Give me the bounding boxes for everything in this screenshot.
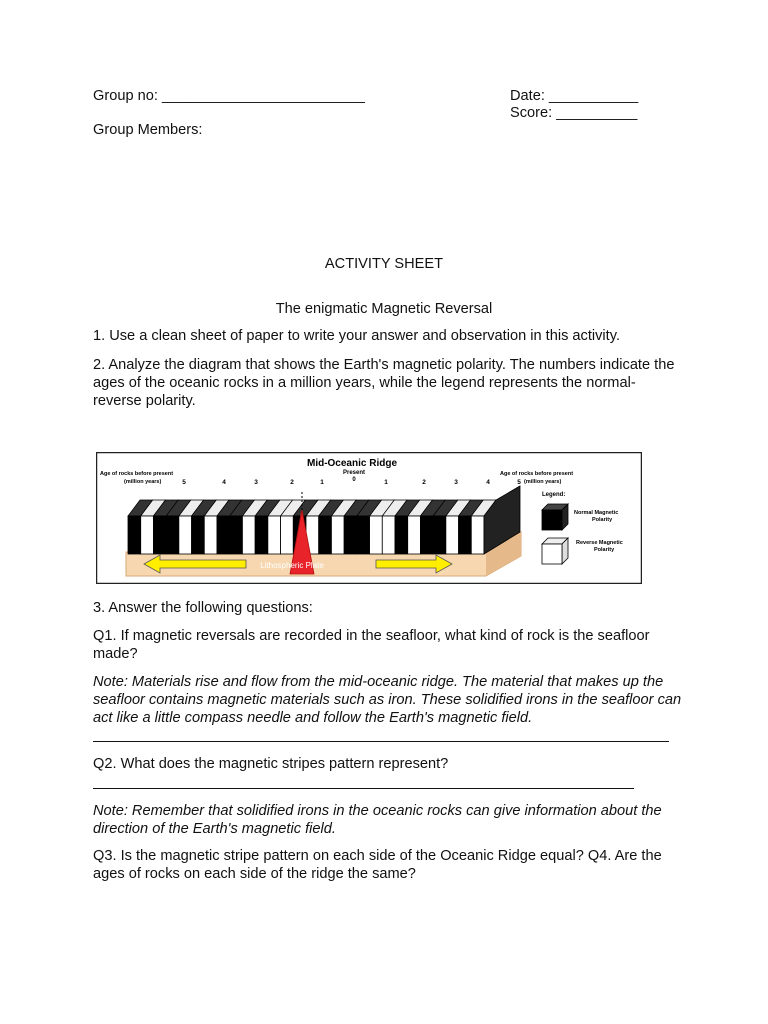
mid-oceanic-ridge-diagram	[96, 452, 642, 584]
note-1: Note: Materials rise and flow from the mid-oceanic ridge. The material that makes up the seafloor contains magnetic materials such as iron. These solidified irons in the seafloor can act like a little compass needle and follow the Earth's magnetic field.	[93, 674, 682, 727]
stripe-front	[433, 516, 446, 554]
stripe-front	[395, 516, 408, 554]
instruction-2: 2. Analyze the diagram that shows the Earth's magnetic polarity. The numbers indicate the ages of the oceanic rocks in a million years, while the legend represents the normal-reverse polarity.	[93, 357, 675, 410]
legend-normal-label-1: Normal Magnetic	[574, 510, 619, 516]
stripe-front	[420, 516, 433, 554]
stripe-front	[370, 516, 383, 554]
left-age-caption-2: (million years)	[124, 479, 162, 485]
stripe-front	[268, 516, 281, 554]
questions-3-4: Q3. Is the magnetic stripe pattern on each side of the Oceanic Ridge equal? Q4. Are the ages of rocks on each side of the ridge the same?	[93, 848, 662, 883]
present-label: Present	[342, 470, 366, 476]
right-age-4: 4	[486, 479, 490, 486]
legend-normal-label-2: Polarity	[592, 517, 613, 523]
answer-line-q2[interactable]	[93, 788, 634, 789]
stripe-front	[281, 516, 294, 554]
note-2: Note: Remember that solidified irons in the oceanic rocks can give information about the direction of the Earth's magnetic field.	[93, 803, 662, 838]
right-age-3: 3	[454, 479, 458, 486]
stripe-front	[255, 516, 268, 554]
stripe-front	[141, 516, 154, 554]
stripe-front	[153, 516, 166, 554]
left-age-3: 3	[254, 479, 258, 486]
left-age-caption-1: Age of rocks before present	[100, 471, 174, 477]
legend-reverse-label-1: Reverse Magnetic	[576, 540, 623, 546]
stripe-front	[192, 516, 205, 554]
legend-reverse-cube	[542, 538, 568, 564]
left-age-2: 2	[290, 479, 294, 486]
present-age: 0	[352, 477, 356, 483]
stripe-front	[331, 516, 344, 554]
stripe-front	[357, 516, 370, 554]
plate-label: Lithospheric Plate	[260, 561, 324, 570]
stripe-front	[471, 516, 484, 554]
stripe-front	[217, 516, 230, 554]
page-title: ACTIVITY SHEET	[324, 256, 444, 272]
stripe-front	[382, 516, 395, 554]
stripe-front	[179, 516, 192, 554]
group-no-field[interactable]: Group no: _________________________	[93, 88, 365, 104]
stripe-front	[128, 516, 141, 554]
group-members-label: Group Members:	[93, 122, 203, 138]
stripe-front	[344, 516, 357, 554]
stripe-front	[446, 516, 459, 554]
stripe-front	[459, 516, 472, 554]
left-age-4: 4	[222, 479, 226, 486]
right-age-5: 5	[517, 479, 521, 486]
right-age-1: 1	[384, 479, 388, 486]
question-1: Q1. If magnetic reversals are recorded in the seafloor, what kind of rock is the seafloor made?	[93, 628, 650, 663]
answer-line-q1[interactable]	[93, 741, 669, 742]
left-age-5: 5	[182, 479, 186, 486]
date-field[interactable]: Date: ___________	[510, 88, 639, 104]
stripe-front	[319, 516, 332, 554]
legend-reverse-label-2: Polarity	[594, 547, 615, 553]
legend-title: Legend:	[542, 492, 566, 498]
right-age-caption-2: (million years)	[524, 479, 562, 485]
score-field[interactable]: Score: __________	[510, 105, 638, 121]
page-subtitle: The enigmatic Magnetic Reversal	[275, 301, 493, 317]
right-age-2: 2	[422, 479, 426, 486]
left-age-1: 1	[320, 479, 324, 486]
instruction-1: 1. Use a clean sheet of paper to write your answer and observation in this activity.	[93, 328, 620, 344]
stripe-front	[230, 516, 243, 554]
section-3-heading: 3. Answer the following questions:	[93, 600, 313, 616]
question-2: Q2. What does the magnetic stripes pattern represent?	[93, 756, 449, 772]
stripe-front	[204, 516, 217, 554]
diagram-title: Mid-Oceanic Ridge	[306, 458, 398, 469]
legend-normal-cube	[542, 504, 568, 530]
stripe-front	[242, 516, 255, 554]
stripe-front	[166, 516, 179, 554]
right-age-caption-1: Age of rocks before present	[500, 471, 574, 477]
stripe-front	[408, 516, 421, 554]
